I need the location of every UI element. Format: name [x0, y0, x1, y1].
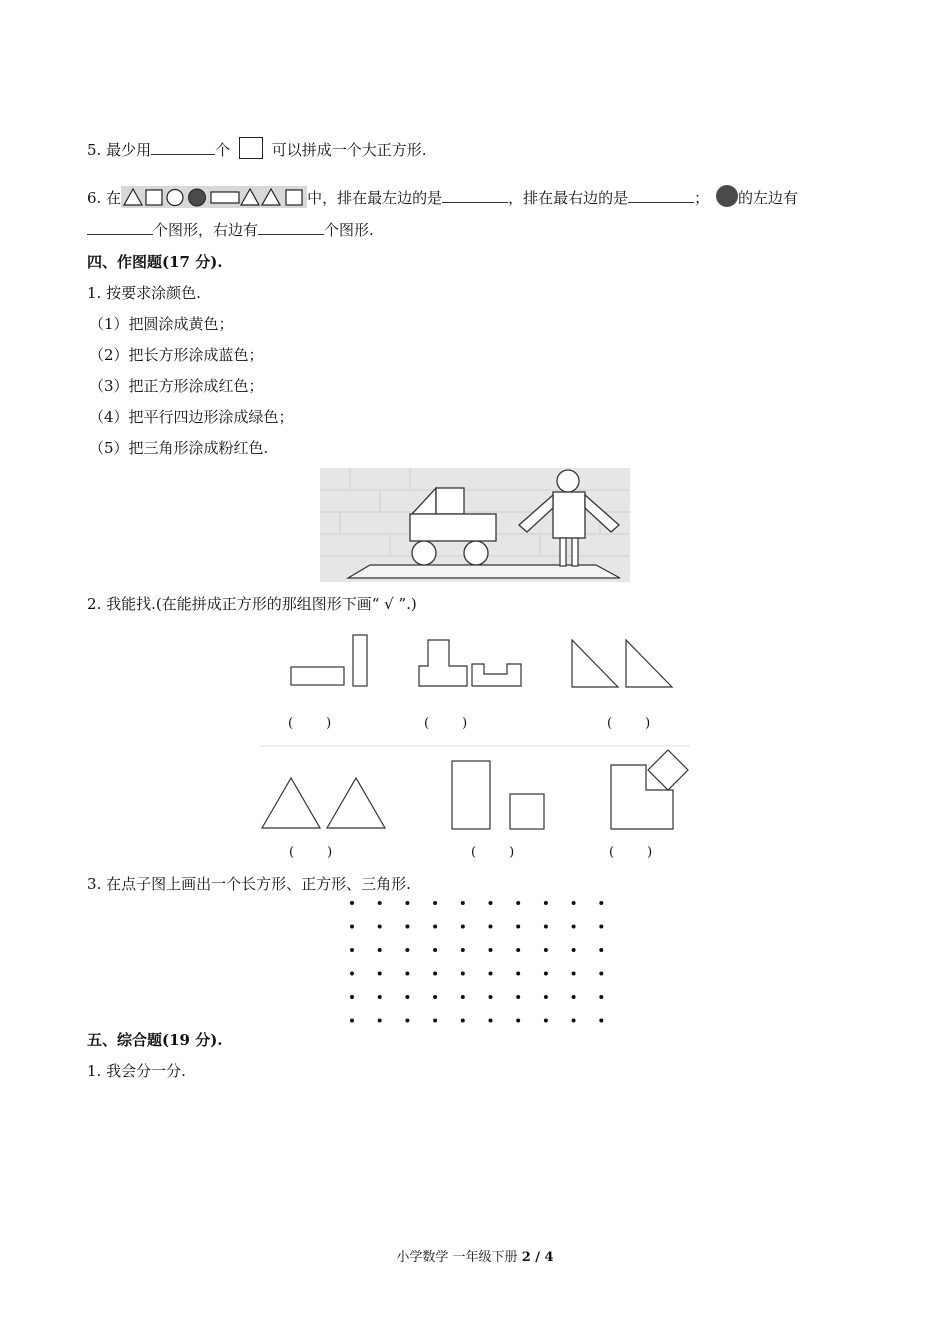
grid-dot [516, 972, 520, 976]
grid-dot [350, 995, 354, 999]
q4-1-item: （1）把圆涂成黄色； [89, 315, 234, 333]
grid-dot [544, 925, 548, 929]
grid-dot [378, 925, 382, 929]
dot-grid[interactable] [340, 896, 610, 1021]
q4-3-title: 3. 在点子图上画出一个长方形、正方形、三角形. [87, 875, 411, 893]
grid-dot [461, 1019, 465, 1023]
grid-dot [350, 901, 354, 905]
q5-1-title: 1. 我会分一分. [87, 1062, 186, 1080]
grid-dot [572, 901, 576, 905]
grid-dot [599, 995, 603, 999]
grid-dot [461, 948, 465, 952]
grid-dot [350, 925, 354, 929]
grid-dot [378, 901, 382, 905]
grid-dot [433, 948, 437, 952]
grid-dot [544, 995, 548, 999]
q4-1-item: （5）把三角形涂成粉红色. [89, 439, 269, 457]
question-6-continued: 个图形，右边有 个图形. [87, 220, 374, 240]
grid-dot [516, 925, 520, 929]
grid-dot [572, 1019, 576, 1023]
question-6: 6. 在 中，排在最左边的是 ，排在最右边的是 ； 的左边有 [87, 185, 798, 208]
grid-dot [405, 1019, 409, 1023]
grid-dot [378, 1019, 382, 1023]
grid-dot [544, 948, 548, 952]
grid-dot [599, 948, 603, 952]
grid-dot [461, 925, 465, 929]
grid-dot [378, 995, 382, 999]
grid-dot [461, 901, 465, 905]
grid-dot [433, 925, 437, 929]
answer-parentheses[interactable]: ( ) [471, 845, 515, 860]
grid-dot [572, 948, 576, 952]
dark-circle-icon [716, 185, 738, 207]
grid-dot [489, 948, 493, 952]
grid-dot [516, 948, 520, 952]
grid-dot [405, 948, 409, 952]
grid-dot [572, 972, 576, 976]
page-footer: 小学数学 一年级下册 2 / 4 [396, 1250, 554, 1265]
grid-dot [489, 925, 493, 929]
section-4-title: 四、作图题(17 分). [87, 253, 223, 271]
question-5: 5. 最少用 个 可以拼成一个大正方形. [87, 137, 426, 160]
grid-dot [433, 995, 437, 999]
grid-dot [599, 925, 603, 929]
grid-dot [378, 972, 382, 976]
grid-dot [433, 1019, 437, 1023]
grid-dot [544, 901, 548, 905]
grid-dot [405, 972, 409, 976]
grid-dot [461, 972, 465, 976]
q4-1-title: 1. 按要求涂颜色. [87, 284, 201, 302]
answer-blank[interactable] [87, 220, 153, 235]
grid-dot [599, 1019, 603, 1023]
shape-sequence-icon [121, 186, 307, 208]
grid-dot [489, 1019, 493, 1023]
grid-dot [599, 972, 603, 976]
answer-blank[interactable] [628, 188, 694, 203]
grid-dot [433, 901, 437, 905]
grid-dot [516, 1019, 520, 1023]
q4-2-title: 2. 我能找.(在能拼成正方形的那组图形下画“ √ ”.) [87, 595, 417, 613]
q4-1-item: （2）把长方形涂成蓝色； [89, 346, 264, 364]
grid-dot [544, 1019, 548, 1023]
grid-dot [405, 995, 409, 999]
answer-parentheses[interactable]: ( ) [424, 716, 468, 731]
q4-1-item: （3）把正方形涂成红色； [89, 377, 264, 395]
shape-sequence [121, 186, 307, 208]
grid-dot [405, 901, 409, 905]
grid-dot [516, 995, 520, 999]
grid-dot [433, 972, 437, 976]
grid-dot [350, 948, 354, 952]
answer-blank[interactable] [258, 220, 324, 235]
grid-dot [350, 972, 354, 976]
answer-parentheses[interactable]: ( ) [288, 716, 332, 731]
grid-dot [489, 901, 493, 905]
grid-dot [489, 972, 493, 976]
grid-dot [461, 995, 465, 999]
grid-dot [489, 995, 493, 999]
answer-parentheses[interactable]: ( ) [609, 845, 653, 860]
grid-dot [350, 1019, 354, 1023]
answer-blank[interactable] [442, 188, 508, 203]
grid-dot [599, 901, 603, 905]
shape-groups [255, 630, 695, 850]
grid-dot [405, 925, 409, 929]
grid-dot [572, 995, 576, 999]
grid-dot [572, 925, 576, 929]
q4-1-item: （4）把平行四边形涂成绿色； [89, 408, 294, 426]
grid-dot [544, 972, 548, 976]
grid-dot [516, 901, 520, 905]
small-square-icon [239, 137, 263, 159]
answer-blank[interactable] [151, 140, 215, 155]
section-5-title: 五、综合题(19 分). [87, 1031, 223, 1049]
answer-parentheses[interactable]: ( ) [289, 845, 333, 860]
grid-dot [378, 948, 382, 952]
car-and-robot-picture [320, 468, 630, 582]
answer-parentheses[interactable]: ( ) [607, 716, 651, 731]
